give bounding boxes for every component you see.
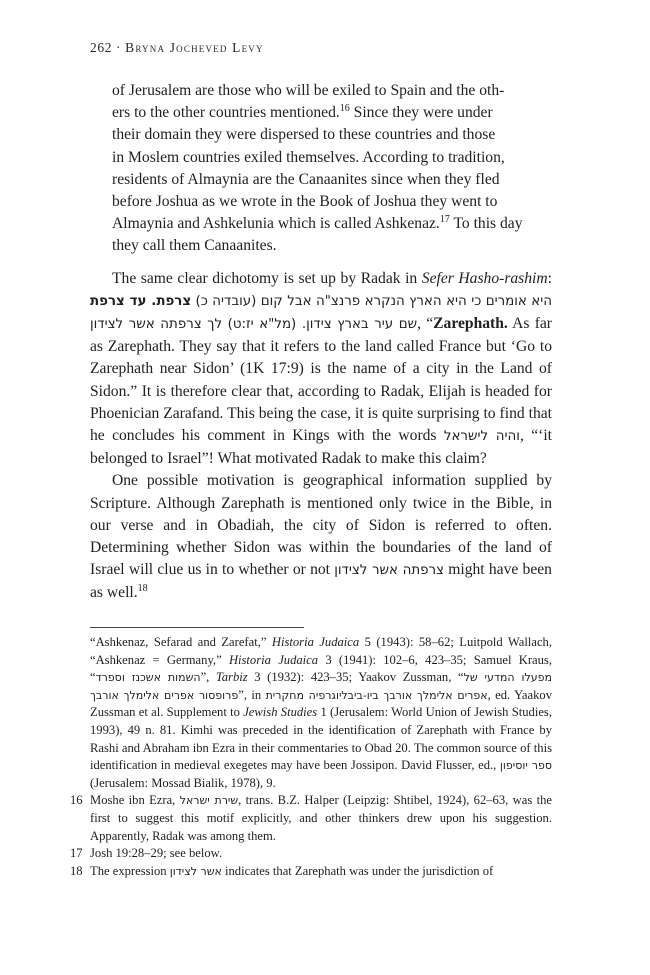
journal-title: Historia Judaica xyxy=(228,652,319,667)
footnote-body xyxy=(90,792,552,845)
footnote-16 xyxy=(70,792,552,845)
punctuation: , “ xyxy=(417,315,434,333)
journal-title: Jewish Studies xyxy=(243,705,318,720)
hebrew-text: ספר יוסיפון xyxy=(499,759,552,773)
hebrew-text: השמות אשכנז וספרד xyxy=(95,671,201,685)
footnote-body xyxy=(90,863,552,881)
quote-line xyxy=(112,169,552,191)
paragraph-text: , “‘it belonged to Israel”! What motivated Radak to make this claim? xyxy=(90,427,552,468)
block-quote xyxy=(112,80,552,258)
footnote-18 xyxy=(70,863,552,881)
quote-text: they call them Canaanites. xyxy=(112,237,277,255)
lemma-bold: Zarephath. xyxy=(433,315,508,333)
footnote-text: , trans. B.Z. Halper (Leipzig: Shtibel, 1924), 62–63, was the first to suggest this motif explicitly, and other thinkers drew upon his suggestion. Apparently, Radak was among them. xyxy=(90,793,552,843)
quote-line xyxy=(112,213,552,235)
hebrew-lemma: צרפת. עד צרפת xyxy=(90,293,192,309)
book-title: Sefer Hasho-rashim xyxy=(421,269,548,287)
journal-title: Tarbiz xyxy=(215,670,248,685)
quote-line xyxy=(112,80,552,102)
hebrew-text: שירת ישראל xyxy=(179,794,239,808)
hebrew-text: אומרים כי היא הארץ הנקרא פרנצ"ה אבל קום (עובדיה כ) xyxy=(191,293,532,309)
main-text xyxy=(90,80,552,605)
footnote-17 xyxy=(70,845,552,863)
footnote-text: ”, in xyxy=(238,687,266,702)
quote-line xyxy=(112,191,552,213)
quote-text: before Joshua as we wrote in the Book of Joshua they went to xyxy=(112,193,498,211)
paragraph-text: As far as Zarephath. They say that it refers to the land called France but ‘Go to Zarephath near Sidon’ (1K 17:9) is the name of a city in the Land of Sidon.” It is therefore clear that, according to Radak, Elijah is headed for Phoenician Zarafand. This being the case, it is quite surprising to find that he concludes his comment in Kings with the words xyxy=(90,315,552,445)
quote-line xyxy=(112,124,552,146)
paragraph-text: might have been as well. xyxy=(90,561,552,602)
running-head xyxy=(90,40,264,56)
quote-text: residents of Almaynia are the Canaanites since when they fled xyxy=(112,170,500,188)
hebrew-text: אשר לצידון xyxy=(169,864,222,878)
quote-line xyxy=(112,235,552,257)
footnote-number: 17 xyxy=(70,846,83,861)
footnote-text: 5 (1943): 58–62; Luitpold Wallach, “Ashkenaz = Germany,” xyxy=(90,635,552,667)
quote-text: Since they were under xyxy=(349,104,493,122)
hebrew-text: מפעלו המדעי של פרופסור אפרים אלימלך אורבך xyxy=(90,671,552,702)
footnotes xyxy=(70,634,552,880)
paragraph-text: The same clear dichotomy is set up by Radak in xyxy=(112,269,422,287)
quote-text: in Moslem countries exiled themselves. According to tradition, xyxy=(112,148,505,166)
quote-text: Almaynia and Ashkelunia which is called Ashkenaz. xyxy=(112,215,440,233)
footnote-text: Moshe ibn Ezra, xyxy=(90,793,180,808)
footnote-continuation xyxy=(70,634,552,792)
footnote-text: , ed. Yaakov Zussman et al. Supplement to xyxy=(90,687,552,720)
footnote-text: 3 (1932): 423–35; Yaakov Zussman, “ xyxy=(247,670,464,685)
paragraph-motivation xyxy=(90,470,552,604)
author-name: Bryna Jocheved Levy xyxy=(125,40,264,55)
footnote-number: 18 xyxy=(70,863,83,878)
footnote-text: “Ashkenaz, Sefarad and Zarefat,” xyxy=(90,635,272,649)
quote-text: To this day xyxy=(449,215,523,233)
footnote-ref-16[interactable]: 16 xyxy=(339,103,350,115)
page-number: 262 xyxy=(90,40,113,55)
header-separator: · xyxy=(116,40,122,55)
footnote-text: The expression xyxy=(90,863,170,878)
footnote-text: (Jerusalem: Mossad Bialik, 1978), 9. xyxy=(90,775,276,790)
paragraph-radak xyxy=(90,268,552,471)
quote-line xyxy=(112,102,552,124)
hebrew-text: והיה לישראל xyxy=(443,429,520,445)
footnote-ref-17[interactable]: 17 xyxy=(439,214,450,226)
hebrew-text: צרפתה אשר לצידון xyxy=(334,563,445,579)
punctuation: : xyxy=(547,269,552,287)
footnote-text: 1 (Jerusalem: World Union of Jewish Studies, 1993), 49 n. 81. Kimhi was preceded in the identification of Zarephath with France by Rashi and Abraham ibn Ezra in their commentaries to Obad 20. The common source of this identification in medieval exegetes may have been Jossipon. David Flusser, ed., xyxy=(90,705,552,773)
footnote-number: 16 xyxy=(70,793,83,808)
footnote-text: 3 (1941): 102–6, 423–35; Samuel Kraus, “ xyxy=(90,652,552,685)
journal-title: Historia Judaica xyxy=(271,635,360,649)
quote-text: their domain they were dispersed to these countries and those xyxy=(112,126,496,144)
quote-line xyxy=(112,147,552,169)
hebrew-text: היא שם עיר בארץ צידון. (מל"א יז:ט) לך צרפתה אשר לצידון xyxy=(90,293,552,333)
footnote-body: Josh 19:28–29; see below. xyxy=(90,846,223,861)
footnote-ref-18[interactable]: 18 xyxy=(137,583,148,595)
footnote-text: indicates that Zarephath was under the jurisdiction of xyxy=(221,863,494,878)
hebrew-text: אפרים אלימלך אורבך ביו-ביבליוגרפיה מחקרית xyxy=(265,688,488,702)
footnote-text: ”, xyxy=(200,670,216,685)
paragraph-text: One possible motivation is geographical information supplied by Scripture. Although Zarephath is mentioned only twice in the Bible, in our verse and in Obadiah, the city of Sidon is referred to often. Determining whether Sidon was within the boundaries of the land of Israel will clue us in to whether or not xyxy=(90,472,552,579)
footnote-rule xyxy=(90,627,304,628)
quote-text: of Jerusalem are those who will be exiled to Spain and the oth- xyxy=(112,82,505,99)
quote-text: ers to the other countries mentioned. xyxy=(112,104,340,122)
